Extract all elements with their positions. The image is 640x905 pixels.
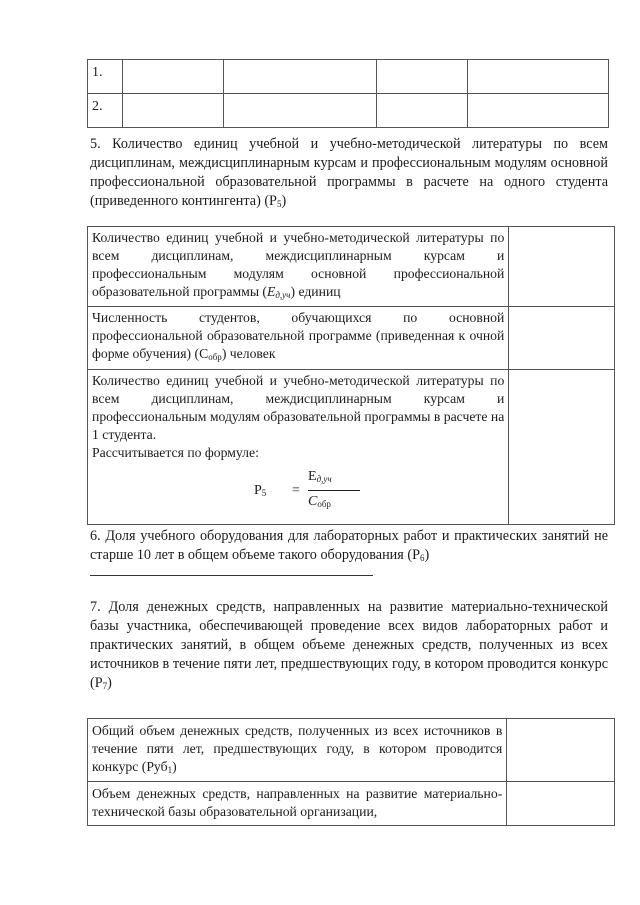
numerator-symbol: Е bbox=[308, 469, 317, 484]
section-5-text: 5. Количество единиц учебной и учебно-методической литературы по всем дисциплинам, междисциплинарным курсам и профессиональным модулям основной профессиональной образовательной программы в расчете на одного студента (приведенного контингента) (Р bbox=[90, 136, 608, 209]
formula-lhs-symbol: Р bbox=[254, 483, 262, 498]
table-cell bbox=[468, 94, 609, 128]
table-row bbox=[88, 60, 609, 94]
value-cell[interactable] bbox=[509, 227, 615, 307]
label-tail: ) bbox=[172, 759, 177, 774]
section-5-table bbox=[87, 226, 615, 525]
formula-numerator bbox=[308, 468, 360, 490]
row-number: 2. bbox=[88, 94, 123, 128]
table-cell bbox=[224, 94, 377, 128]
table-cell bbox=[123, 60, 224, 94]
subscript: д,уч bbox=[316, 474, 332, 484]
label-text: Общий объем денежных средств, полученных из всех источников в течение пяти лет, предшествующих году, в котором проводится конкурс (Руб bbox=[92, 723, 503, 774]
subscript: 5 bbox=[261, 488, 267, 498]
row-label: Объем денежных средств, направленных на развитие материально-технической базы образовательной организации, bbox=[88, 782, 507, 826]
label-text: Численность студентов, обучающихся по основной профессиональной образовательной программе (приведенная к очной форме обучения) (С bbox=[92, 310, 505, 361]
formula-caption: Рассчитывается по формуле: bbox=[92, 445, 259, 460]
label-text: Количество единиц учебной и учебно-методической литературы по всем дисциплинам, междисциплинарным курсам и профессиональным модулям основной профессиональной образовательной программы ( bbox=[92, 230, 505, 299]
row-number: 1. bbox=[88, 60, 123, 94]
section-6-text: 6. Доля учебного оборудования для лабораторных работ и практических занятий не старше 10 лет в общем объеме такого оборудования (Р bbox=[90, 528, 608, 563]
section-7-heading bbox=[90, 598, 608, 696]
closing-paren: ) bbox=[281, 193, 287, 209]
table-row bbox=[88, 227, 615, 307]
top-table bbox=[87, 59, 609, 128]
row-label bbox=[88, 307, 509, 370]
subscript: обр bbox=[208, 352, 222, 362]
table-row bbox=[88, 719, 615, 782]
subscript: 7 bbox=[102, 681, 108, 691]
formula-denominator bbox=[308, 491, 360, 513]
table-cell bbox=[377, 60, 468, 94]
formula-fraction bbox=[308, 468, 360, 513]
value-cell[interactable] bbox=[507, 782, 615, 826]
row-label bbox=[88, 227, 509, 307]
value-cell[interactable] bbox=[509, 307, 615, 370]
formula bbox=[92, 468, 504, 520]
subscript: 1 bbox=[167, 765, 173, 775]
section-7-text: 7. Доля денежных средств, направленных на развитие материально-технической базы участника, обеспечивающей проведение всех видов лабораторных работ и практических занятий, в общем объеме денежных средств, полученных из всех источников в течение пяти лет, предшествующих году, в котором проводится конкурс (Р bbox=[90, 599, 608, 691]
table-row bbox=[88, 307, 615, 370]
label-tail: ) человек bbox=[221, 346, 276, 361]
section-5-heading bbox=[90, 135, 608, 214]
table-cell bbox=[123, 94, 224, 128]
table-row bbox=[88, 782, 615, 826]
closing-paren: ) bbox=[424, 547, 430, 563]
section-6-heading bbox=[90, 527, 608, 568]
formula-lhs bbox=[254, 482, 266, 502]
subscript: обр bbox=[317, 499, 331, 509]
table-row bbox=[88, 370, 615, 525]
subscript: 6 bbox=[419, 553, 425, 563]
table-cell bbox=[377, 94, 468, 128]
fill-in-line[interactable] bbox=[90, 575, 373, 576]
section-7-table bbox=[87, 718, 615, 826]
table-cell bbox=[224, 60, 377, 94]
subscript: 5 bbox=[276, 199, 282, 209]
label-tail: ) единиц bbox=[290, 284, 341, 299]
value-cell[interactable] bbox=[507, 719, 615, 782]
value-cell[interactable] bbox=[509, 370, 615, 525]
label-text: Количество единиц учебной и учебно-методической литературы по всем дисциплинам, междисциплинарным курсам и профессиональным модулям образовательной программы в расчете на 1 студента. bbox=[92, 373, 505, 442]
closing-paren: ) bbox=[107, 675, 112, 691]
row-label bbox=[88, 370, 509, 525]
subscript: д,уч bbox=[275, 290, 291, 300]
variable: Е bbox=[267, 284, 276, 299]
table-cell bbox=[468, 60, 609, 94]
denominator-symbol: С bbox=[308, 494, 318, 509]
row-label bbox=[88, 719, 507, 782]
table-row bbox=[88, 94, 609, 128]
formula-equals: = bbox=[292, 483, 300, 498]
